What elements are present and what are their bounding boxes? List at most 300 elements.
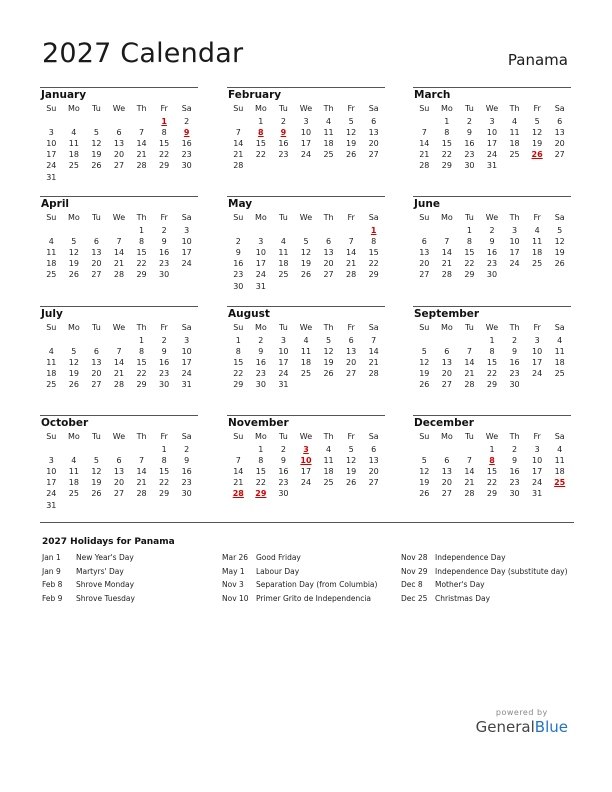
calendar-day: 25 [46,380,57,390]
month-name: March [414,89,451,101]
calendar-day: 1 [161,445,167,454]
country-name: Panama [507,51,568,69]
calendar-day: 21 [113,259,125,269]
weekday-header: Tu [465,104,474,113]
calendar-day: 27 [419,270,430,280]
calendar-day: 26 [91,489,102,499]
calendar-day: 22 [233,369,244,379]
weekday-header: Su [419,213,430,222]
calendar-day: 7 [466,456,472,466]
calendar-day: 21 [113,369,125,379]
calendar-day: 28 [464,380,475,390]
weekday-header: Tu [465,213,474,222]
calendar-day: 7 [235,128,241,138]
calendar-day: 31 [278,380,289,390]
calendar-day: 13 [368,128,379,138]
calendar-day: 21 [368,358,379,368]
weekday-header: Mo [67,104,80,113]
calendar-day: 10 [486,128,498,138]
calendar-day: 15 [255,139,266,149]
calendar-day: 18 [46,369,57,379]
calendar-day: 24 [46,489,57,499]
calendar-day: 28 [136,161,147,171]
weekday-header: Th [323,104,334,113]
calendar-day: 18 [68,150,79,160]
calendar-day: 16 [278,467,289,477]
weekday-header: Tu [279,432,288,441]
calendar-day: 10 [300,128,312,138]
calendar-day: 9 [161,347,167,357]
calendar-day: 5 [71,347,77,357]
calendar-day: 11 [46,248,57,258]
calendar-day: 11 [68,139,79,149]
calendar-day: 16 [509,467,520,477]
calendar-day: 12 [346,128,357,138]
calendar-day: 5 [348,445,354,454]
calendar-day: 16 [233,259,244,269]
calendar-day: 12 [91,467,102,477]
calendar-day: 13 [346,347,357,357]
calendar-day: 27 [346,369,357,379]
calendar-day: 12 [419,467,430,477]
weekday-header: Su [419,104,430,113]
calendar-day: 3 [512,226,518,235]
calendar-day: 1 [258,117,264,126]
weekday-header: Tu [92,104,101,113]
calendar-day: 8 [139,237,145,247]
holiday-name: Mother's Day [435,580,485,589]
calendar-day: 30 [278,489,289,499]
calendar-day: 5 [71,237,77,247]
weekday-header: Tu [279,323,288,332]
holiday-date-label: May 1 [222,566,245,576]
weekday-header: Sa [554,213,565,222]
weekday-header: Su [419,432,430,441]
calendar-day: 29 [486,489,498,499]
calendar-day: 21 [419,150,430,160]
calendar-day: 14 [441,248,452,258]
calendar-day: 29 [159,161,170,171]
calendar-day: 18 [554,467,565,477]
calendar-day: 5 [348,117,354,126]
month-name: April [41,198,70,210]
calendar-day: 29 [136,270,147,280]
month-divider [40,87,198,88]
month-name: November [228,417,289,429]
calendar-day: 1 [139,226,145,235]
calendar-day: 19 [323,358,334,368]
month-name: October [41,417,89,429]
calendar-day: 25 [509,150,520,160]
month-name: June [414,198,440,210]
calendar-day: 22 [255,150,266,160]
holiday-date-label: Jan 9 [42,566,61,576]
month-name: August [228,308,270,320]
calendar-day: 6 [326,237,332,247]
holiday-date-label: Nov 10 [222,593,249,603]
weekday-header: Fr [533,323,541,332]
calendar-day: 21 [346,259,357,269]
calendar-day: 10 [509,237,520,247]
weekday-header: Mo [440,104,453,113]
calendar-day: 24 [181,369,192,379]
calendar-day: 11 [532,237,543,247]
calendar-day: 24 [532,369,543,379]
weekday-header: We [299,213,313,222]
weekday-header: We [485,213,499,222]
month-divider [227,415,385,416]
calendar-day: 14 [136,139,147,149]
calendar-day: 19 [554,248,565,258]
calendar-day: 4 [303,336,309,345]
calendar-day: 3 [48,128,54,138]
weekday-header: Su [46,432,57,441]
holiday-date-label: Feb 9 [42,593,63,603]
weekday-header: Tu [279,104,288,113]
weekday-header: Th [509,323,520,332]
calendar-day: 29 [464,270,475,280]
calendar-day: 16 [181,467,192,477]
calendar-day: 3 [184,336,190,345]
calendar-day: 1 [444,117,450,126]
calendar-day: 12 [300,248,312,258]
weekday-header: Su [233,104,244,113]
calendar-day: 9 [280,456,286,466]
calendar-day: 12 [68,358,79,368]
powered-by: powered by [495,708,548,717]
calendar-day: 18 [323,467,334,477]
calendar-day: 17 [486,139,498,149]
weekday-header: Sa [368,213,379,222]
calendar-day: 13 [113,139,125,149]
calendar-day: 27 [441,380,452,390]
calendar-day: 22 [464,259,475,269]
calendar-day: 8 [161,456,167,466]
calendar-day: 20 [441,369,452,379]
calendar-day: 21 [464,478,475,488]
calendar-day: 27 [323,270,334,280]
calendar-day: 23 [181,478,192,488]
calendar-day: 9 [512,456,518,466]
month-divider [227,306,385,307]
calendar-day: 4 [48,347,54,357]
calendar-day: 8 [139,347,145,357]
calendar-day: 9 [512,347,518,357]
calendar-day: 24 [46,161,57,171]
calendar-day: 27 [113,161,125,171]
month-name: February [228,89,282,101]
calendar-day: 31 [181,380,192,390]
calendar-day: 14 [419,139,430,149]
calendar-day: 19 [532,139,543,149]
calendar-day: 30 [464,161,475,171]
month-divider [413,87,571,88]
calendar-day: 2 [258,336,264,345]
calendar-day: 2 [489,226,495,235]
calendar-day: 14 [464,467,475,477]
holiday-item [401,580,485,589]
holiday-date-label: Nov 3 [222,580,244,589]
calendar-day: 27 [113,489,125,499]
calendar-day: 7 [235,456,241,466]
brand-logo [476,708,568,736]
calendar-day: 2 [512,336,518,345]
calendar-day: 8 [258,456,264,466]
weekday-header: We [299,323,313,332]
calendar-day: 18 [278,259,289,269]
calendar-day: 17 [532,358,543,368]
weekday-header: Sa [554,432,565,441]
calendar-day: 16 [509,358,520,368]
holiday-name: Christmas Day [435,593,491,603]
holiday-date-label: Feb 8 [42,580,63,589]
weekday-header: Fr [160,432,168,441]
calendar-day: 14 [346,248,357,258]
calendar-day: 25 [278,270,289,280]
weekday-header: Tu [92,432,101,441]
calendar-day: 17 [532,467,543,477]
calendar-day: 6 [371,445,377,454]
calendar-day: 6 [557,117,563,126]
calendar-day: 13 [91,248,102,258]
calendar-day: 6 [444,456,450,466]
calendar-day: 5 [93,456,99,466]
calendar-day: 3 [184,226,190,235]
calendar-day: 18 [509,139,520,149]
calendar-day: 7 [421,128,427,138]
calendar-day: 20 [368,467,379,477]
holiday-date: 1 [370,226,377,235]
weekday-header: Fr [533,104,541,113]
month-divider [40,415,198,416]
month-name: September [414,308,480,320]
calendar-day: 23 [233,270,244,280]
calendar-day: 30 [159,270,170,280]
calendar-day: 17 [509,248,520,258]
calendar-day: 14 [464,358,475,368]
calendar-day: 15 [441,139,452,149]
weekday-header: Th [323,432,334,441]
holiday-date: 3 [303,445,309,454]
calendar-day: 30 [255,380,266,390]
calendar-day: 14 [113,248,125,258]
calendar-day: 30 [486,270,498,280]
calendar-day: 21 [233,478,244,488]
calendar-day: 10 [181,237,192,247]
calendar-day: 29 [486,380,498,390]
calendar-day: 24 [255,270,266,280]
calendar-day: 23 [278,478,289,488]
calendar-day: 5 [93,128,99,138]
calendar-day: 17 [300,139,312,149]
calendar-day: 23 [464,150,475,160]
calendar-day: 15 [486,467,498,477]
calendar-day: 30 [509,489,520,499]
weekday-header: Mo [440,213,453,222]
calendar-day: 1 [235,336,241,345]
calendar-day: 6 [93,347,99,357]
calendar-day: 23 [159,369,170,379]
calendar-day: 28 [441,270,452,280]
calendar-day: 9 [258,347,264,357]
calendar-day: 2 [280,445,286,454]
weekday-header: Fr [347,104,355,113]
calendar-day: 25 [300,369,312,379]
calendar-day: 15 [255,467,266,477]
calendar-day: 6 [348,336,354,345]
weekday-header: Mo [67,432,80,441]
calendar-day: 20 [323,259,334,269]
holiday-date: 8 [258,128,264,138]
calendar-day: 4 [557,445,563,454]
calendar-day: 15 [368,248,379,258]
calendar-day: 11 [323,128,334,138]
calendar-day: 22 [159,150,170,160]
calendar-day: 17 [255,259,266,269]
calendar-day: 17 [181,358,192,368]
holiday-date: 9 [280,128,287,138]
calendar-day: 27 [368,478,379,488]
calendar-day: 9 [489,237,495,247]
calendar-day: 3 [280,336,286,345]
calendar-day: 28 [464,489,475,499]
holiday-item [401,553,506,562]
holiday-item [42,553,134,562]
holiday-item [42,594,135,603]
calendar-day: 22 [159,478,170,488]
calendar-day: 5 [326,336,332,345]
holiday-date-label: Dec 8 [401,580,423,589]
calendar-day: 19 [419,369,430,379]
calendar-day: 6 [444,347,450,357]
calendar-day: 26 [68,380,79,390]
page-title: 2027 Calendar [42,38,244,69]
holiday-date-label: Jan 1 [42,553,61,562]
month-divider [413,415,571,416]
holiday-name: Primer Grito de Independencia [256,593,371,603]
weekday-header: Fr [347,213,355,222]
calendar-day: 1 [489,445,495,454]
weekday-header: Mo [254,323,267,332]
calendar-day: 21 [441,259,452,269]
weekday-header: Fr [160,323,168,332]
weekday-header: Sa [554,323,565,332]
calendar-day: 24 [300,478,312,488]
calendar-day: 2 [466,117,472,126]
weekday-header: Th [323,323,334,332]
weekday-header: Mo [254,432,267,441]
calendar-day: 18 [323,139,334,149]
month-divider [413,196,571,197]
holiday-name: Labour Day [256,566,300,576]
calendar-day: 11 [323,456,334,466]
weekday-header: Tu [465,432,474,441]
calendar-day: 31 [255,281,266,291]
weekday-header: Su [233,213,244,222]
calendar-day: 26 [419,380,430,390]
calendar-day: 2 [184,117,190,126]
calendar-day: 19 [419,478,430,488]
holiday-name: Martyrs' Day [76,566,124,576]
calendar-day: 23 [181,150,192,160]
calendar-day: 27 [441,489,452,499]
weekday-header: Su [46,323,57,332]
holiday-date-label: Dec 25 [401,593,428,603]
weekday-header: Tu [279,213,288,222]
calendar-day: 6 [116,456,122,466]
calendar-day: 7 [139,128,145,138]
calendar-day: 4 [326,117,332,126]
calendar-day: 16 [159,248,170,258]
calendar-day: 17 [46,150,57,160]
weekday-header: Mo [67,323,80,332]
weekday-header: Su [233,323,244,332]
month-name: December [414,417,474,429]
calendar-day: 1 [489,336,495,345]
calendar-day: 9 [184,456,190,466]
calendar-day: 31 [532,489,543,499]
holiday-date: 29 [255,489,267,499]
calendar-day: 21 [136,478,147,488]
holiday-item [401,567,568,576]
calendar-day: 27 [554,150,565,160]
weekday-header: Th [136,432,147,441]
calendar-day: 30 [509,380,520,390]
calendar-day: 8 [444,128,450,138]
divider [40,522,574,523]
calendar-day: 13 [554,128,565,138]
calendar-day: 2 [512,445,518,454]
calendar-day: 17 [181,248,192,258]
calendar-day: 19 [68,369,79,379]
calendar-day: 16 [464,139,475,149]
weekday-header: Fr [347,323,355,332]
weekday-header: Su [419,323,430,332]
calendar-day: 24 [278,369,289,379]
calendar-day: 26 [346,150,357,160]
calendar-day: 30 [159,380,170,390]
calendar-day: 24 [509,259,520,269]
calendar-day: 18 [554,358,565,368]
weekday-header: We [299,432,313,441]
calendar-day: 2 [161,226,167,235]
calendar-day: 12 [323,347,334,357]
weekday-header: Th [509,104,520,113]
holiday-item [42,567,124,576]
calendar-day: 20 [441,478,452,488]
weekday-header: Su [46,213,57,222]
holiday-item [401,594,490,603]
calendar-day: 19 [68,259,79,269]
calendar-day: 18 [46,259,57,269]
calendar-day: 10 [46,139,57,149]
holiday-name: Good Friday [256,553,301,562]
calendar-day: 31 [46,172,57,182]
weekday-header: We [112,104,126,113]
calendar-day: 8 [466,237,472,247]
holiday-date-label: Nov 29 [401,566,428,576]
weekday-header: We [112,213,126,222]
calendar-day: 28 [419,161,430,171]
calendar-day: 2 [161,336,167,345]
calendar-day: 31 [486,161,498,171]
calendar-day: 26 [91,161,102,171]
calendar-day: 28 [368,369,379,379]
calendar-day: 9 [161,237,167,247]
weekday-header: Fr [533,432,541,441]
calendar-day: 22 [368,259,379,269]
calendar-day: 12 [554,237,565,247]
